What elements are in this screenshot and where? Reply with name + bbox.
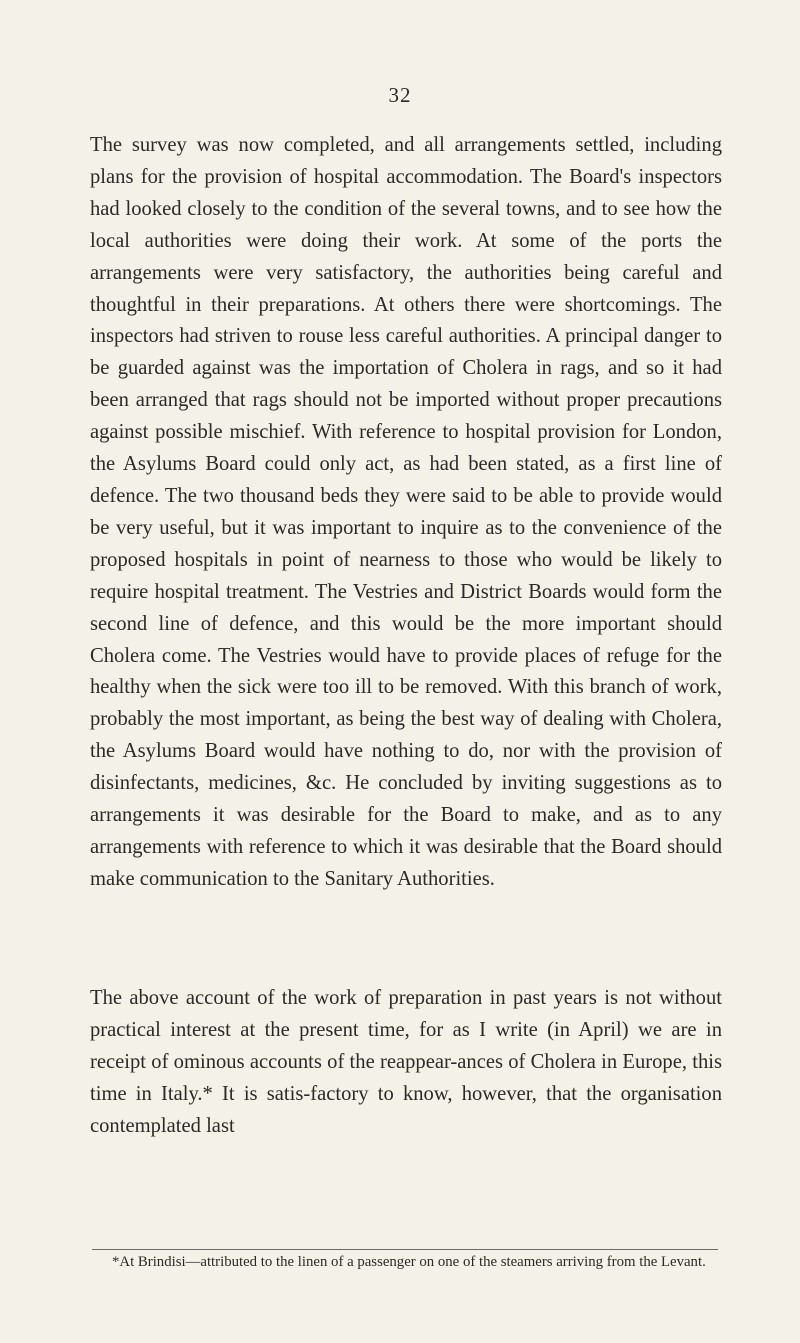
footnote-divider — [92, 1249, 718, 1250]
footnote: *At Brindisi—attributed to the linen of a passenger on one of the steamers arriving from the Levant. — [112, 1254, 706, 1270]
page-number: 32 — [388, 83, 412, 107]
body-paragraph-1: The survey was now completed, and all arrangements settled, including plans for the provision of hospital accommodation. The Board's inspectors had looked closely to the condition of the several towns, and to see how the local authorities were doing their work. At some of the ports the arrangements were very satisfactory, the authorities being careful and thoughtful in their preparations. At others there were shortcomings. The inspectors had striven to rouse less careful authorities. A principal danger to be guarded against was the importation of Cholera in rags, and so it had been arranged that rags should not be imported without proper precautions against possible mischief. With reference to hospital provision for London, the Asylums Board could only act, as had been stated, as a first line of defence. The two thousand beds they were said to be able to provide would be very useful, but it was important to inquire as to the convenience of the proposed hospitals in point of nearness to those who would be likely to require hospital treatment. The Vestries and District Boards would form the second line of defence, and this would be the more important should Cholera come. The Vestries would have to provide places of refuge for the healthy when the sick were too ill to be removed. With this branch of work, probably the most important, as being the best way of dealing with Cholera, the Asylums Board would have nothing to do, nor with the provision of disinfectants, medicines, &c. He concluded by inviting suggestions as to arrangements it was desirable for the Board to make, and as to any arrangements with reference to which it was desirable that the Board should make communication to the Sanitary Authorities. — [90, 134, 722, 890]
body-paragraph-2: The above account of the work of preparation in past years is not without practical interest at the present time, for as I write (in April) we are in receipt of ominous accounts of the reappear-ances of Cholera in Europe, this time in Italy.* It is satis-factory to know, however, that the organisation contemplated last — [90, 987, 722, 1137]
